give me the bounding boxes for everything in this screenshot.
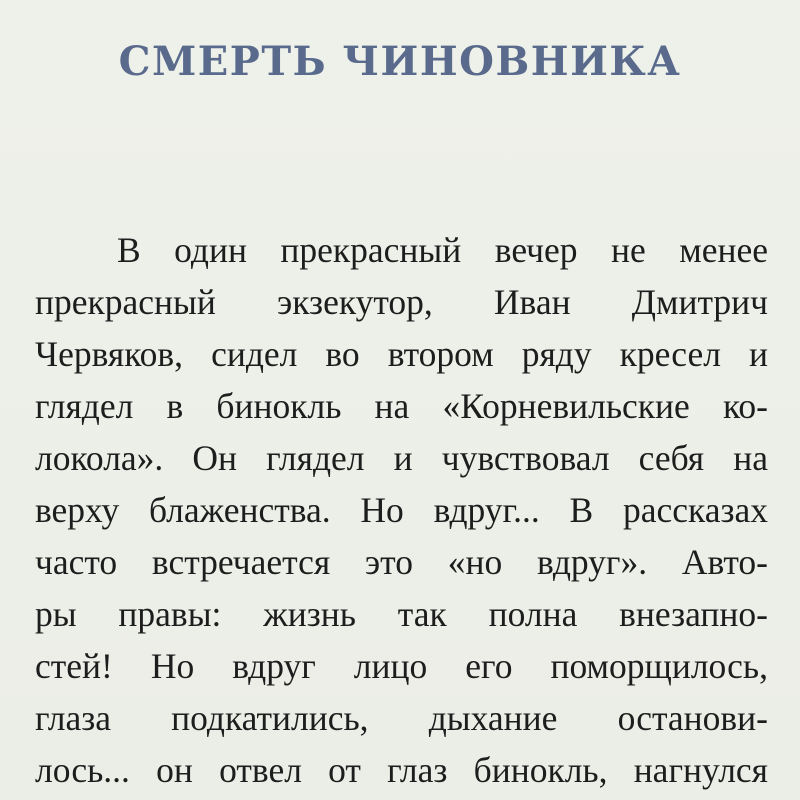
text-line: локола». Он глядел и чувствовал себя на bbox=[35, 438, 768, 478]
text-line: глаза подкатились, дыхание останови- bbox=[35, 698, 768, 738]
text-line: часто встречается это «но вдруг». Авто- bbox=[35, 542, 768, 582]
chapter-title: СМЕРТЬ ЧИНОВНИКА bbox=[118, 38, 682, 85]
text-line: ры правы: жизнь так полна внезапно- bbox=[35, 594, 768, 634]
text-line: верху блаженства. Но вдруг... В рассказах bbox=[35, 490, 768, 530]
text-line: Червяков, сидел во втором ряду кресел и bbox=[35, 334, 768, 374]
text-line: прекрасный экзекутор, Иван Дмитрич bbox=[35, 282, 768, 322]
text-line: глядел в бинокль на «Корневильские ко- bbox=[35, 386, 768, 426]
text-line: лось... он отвел от глаз бинокль, нагнулся bbox=[35, 750, 768, 790]
text-line: стей! Но вдруг лицо его поморщилось, bbox=[35, 646, 768, 686]
body-text bbox=[35, 224, 768, 796]
text-line: В один прекрасный вечер не менее bbox=[117, 230, 768, 270]
